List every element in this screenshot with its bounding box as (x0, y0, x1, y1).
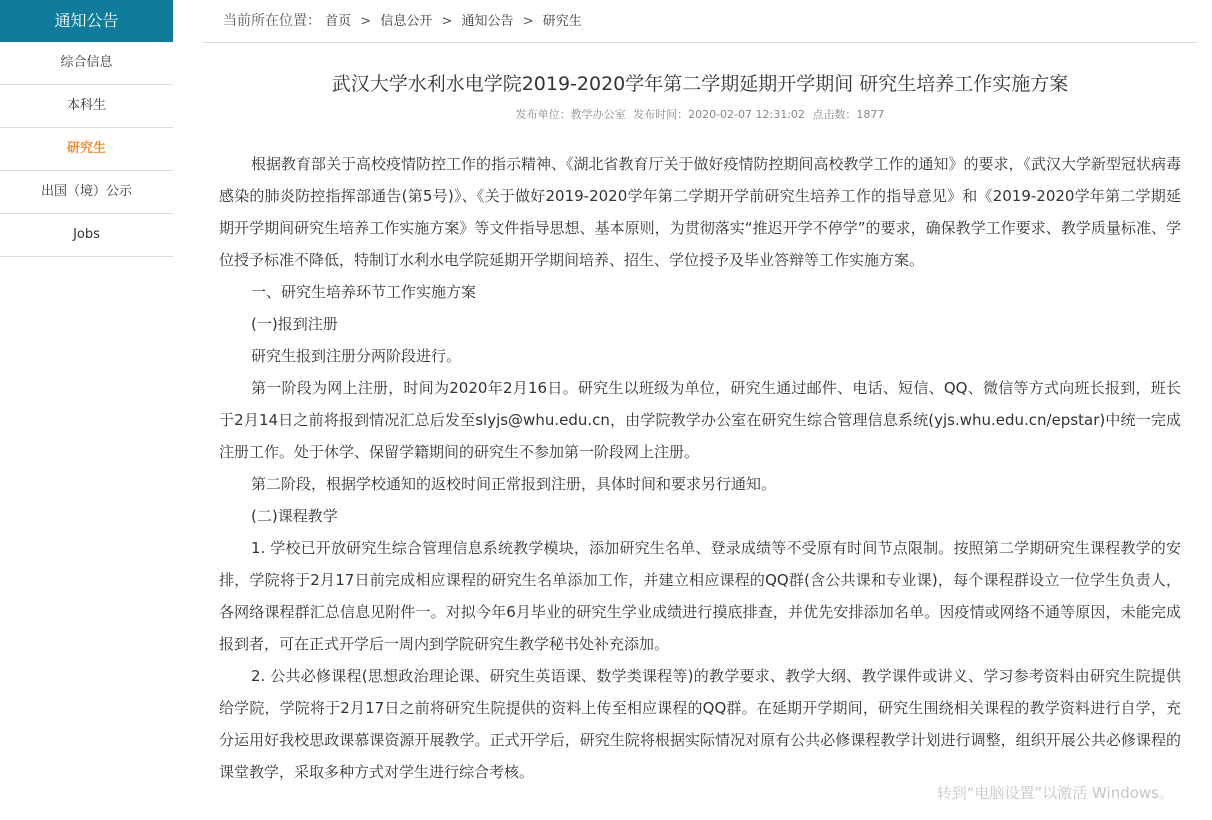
publish-unit: 发布单位：教学办公室 (515, 108, 626, 121)
subsection-heading: (二)课程教学 (251, 507, 338, 525)
article-body (219, 148, 1181, 788)
sidebar-item-abroad[interactable]: 出国（境）公示 (0, 171, 173, 214)
paragraph: 1. 学校已开放研究生综合管理信息系统教学模块，添加研究生名单、登录成绩等不受原有时间节点限制。按照第二学期研究生课程教学的安排，学院将于2月17日前完成相应课程的研究生名单添加工作，并建立相应课程的QQ群(含公共课和专业课)，每个课程群设立一位学生负责人，各网络课程群汇总信息见附件一。对拟今年6月毕业的研究生学业成绩进行摸底排查，并优先安排添加名单。因疫情或网络不通等原因，未能完成报到者，可在正式开学后一周内到学院研究生教学秘书处补充添加。 (219, 539, 1181, 653)
windows-activation-watermark: 转到“电脑设置”以激活 Windows。 (936, 784, 1174, 802)
sidebar-title: 通知公告 (0, 0, 173, 42)
section-heading: 一、研究生培养环节工作实施方案 (251, 283, 477, 301)
article-meta (203, 106, 1197, 122)
sidebar-item-graduate[interactable]: 研究生 (0, 128, 173, 171)
breadcrumb-separator: > (360, 14, 372, 29)
paragraph: 第二阶段，根据学校通知的返校时间正常报到注册，具体时间和要求另行通知。 (251, 475, 777, 493)
sidebar (0, 0, 173, 257)
paragraph: 研究生报到注册分两阶段进行。 (251, 347, 462, 365)
article-title: 武汉大学水利水电学院2019-2020学年第二学期延期开学期间 研究生培养工作实施方案 (331, 73, 1069, 95)
breadcrumb-notice-link[interactable]: 通知公告 (461, 14, 514, 29)
paragraph: 根据教育部关于高校疫情防控工作的指示精神、《湖北省教育厅关于做好疫情防控期间高校教学工作的通知》的要求，《武汉大学新型冠状病毒感染的肺炎防控指挥部通告(第5号)》、《关于做好2019-2020学年第二学期开学前研究生培养工作的指导意见》和《2019-2020学年第二学期延期开学期间研究生培养工作实施方案》等文件指导思想、基本原则，为贯彻落实“推迟开学不停学”的要求，确保教学工作要求、教学质量标准、学位授予标准不降低，特制订水利水电学院延期开学期间培养、招生、学位授予及毕业答辩等工作实施方案。 (219, 155, 1182, 269)
breadcrumb (203, 0, 1197, 43)
breadcrumb-info-link[interactable]: 信息公开 (380, 14, 433, 29)
breadcrumb-separator: > (522, 14, 534, 29)
breadcrumb-home-link[interactable]: 首页 (325, 14, 352, 29)
paragraph: 第一阶段为网上注册，时间为2020年2月16日。研究生以班级为单位，研究生通过邮件、电话、短信、QQ、微信等方式向班长报到，班长于2月14日之前将报到情况汇总后发至slyjs@whu.edu.cn，由学院教学办公室在研究生综合管理信息系统(yjs.whu.edu.cn/epstar)中统一完成注册工作。处于休学、保留学籍期间的研究生不参加第一阶段网上注册。 (219, 379, 1181, 461)
sidebar-item-jobs[interactable]: Jobs (0, 214, 173, 257)
breadcrumb-prefix: 当前所在位置： (223, 13, 321, 29)
click-count: 点击数：1877 (812, 108, 885, 121)
publish-time: 发布时间：2020-02-07 12:31:02 (633, 108, 805, 121)
breadcrumb-separator: > (441, 14, 453, 29)
sidebar-item-undergraduate[interactable]: 本科生 (0, 85, 173, 128)
subsection-heading: (一)报到注册 (251, 315, 338, 333)
breadcrumb-graduate-link[interactable]: 研究生 (542, 14, 582, 29)
main-content (203, 0, 1197, 781)
sidebar-item-comprehensive[interactable]: 综合信息 (0, 42, 173, 85)
paragraph: 2. 公共必修课程(思想政治理论课、研究生英语课、数学类课程等)的教学要求、教学大纲、教学课件或讲义、学习参考资料由研究生院提供给学院，学院将于2月17日之前将研究生院提供的资料上传至相应课程的QQ群。在延期开学期间，研究生围绕相关课程的教学资料进行自学，充分运用好我校思政课慕课资源开展教学。正式开学后，研究生院将根据实际情况对原有公共必修课程教学计划进行调整，组织开展公共必修课程的课堂教学，采取多种方式对学生进行综合考核。 (219, 667, 1181, 781)
